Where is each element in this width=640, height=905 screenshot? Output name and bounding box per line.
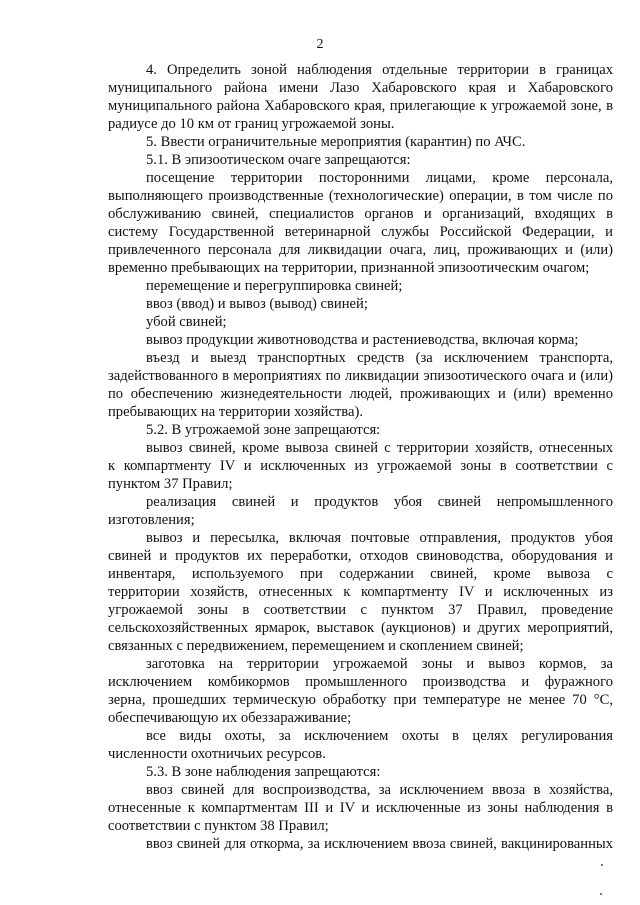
text-line: свиней и продуктов их переработки, отходов свиноводства, оборудования и <box>108 548 613 564</box>
text-line: заготовка на территории угрожаемой зоны и вывоз кормов, за <box>146 656 613 672</box>
text-line: ввоз свиней для воспроизводства, за исключением ввоза в хозяйства, <box>146 782 613 798</box>
text-line: вывоз свиней, кроме вывоза свиней с территории хозяйств, отнесенных <box>146 440 613 456</box>
text-line: связанных с передвижением, перемещением и скоплением свиней; <box>108 638 524 654</box>
text-line: численности охотничьих ресурсов. <box>108 746 326 762</box>
text-line: изготовления; <box>108 512 195 528</box>
text-line: сельскохозяйственных ярмарок, выставок (аукционов) и других мероприятий, <box>108 620 613 636</box>
text-line: задействованного в мероприятиях по ликвидации эпизоотического очага и (или) <box>108 368 613 384</box>
text-line: 5.3. В зоне наблюдения запрещаются: <box>146 764 381 780</box>
text-line: временно пребывающих на территории, признанной эпизоотическим очагом; <box>108 260 590 276</box>
text-line: перемещение и перегруппировка свиней; <box>146 278 403 294</box>
text-line: муниципального района Хабаровского края, прилегающие к угрожаемой зоне, в <box>108 98 613 114</box>
scan-speck <box>600 893 602 895</box>
text-line: ввоз свиней для откорма, за исключением ввоза свиней, вакцинированных <box>146 836 613 852</box>
text-line: выполняющего производственные (технологические) операции, в том числе по <box>108 188 613 204</box>
text-line: убой свиней; <box>146 314 227 330</box>
text-line: 4. Определить зоной наблюдения отдельные территории в границах <box>146 62 613 78</box>
text-line: 5. Ввести ограничительные мероприятия (карантин) по АЧС. <box>146 134 526 150</box>
text-line: пунктом 37 Правил; <box>108 476 233 492</box>
text-line: по обеспечению жизнедеятельности людей, проживающих и (или) временно <box>108 386 613 402</box>
page-number: 2 <box>316 37 324 52</box>
text-line: обслуживанию свиней, специалистов органов и организаций, входящих в <box>108 206 613 222</box>
text-line: посещение территории посторонними лицами, кроме персонала, <box>146 170 613 186</box>
text-line: вывоз продукции животноводства и растениеводства, включая корма; <box>146 332 579 348</box>
text-line: к компартменту IV и исключенных из угрожаемой зоны в соответствии с <box>108 458 613 474</box>
text-line: ввоз (ввод) и вывоз (вывод) свиней; <box>146 296 368 312</box>
text-line: реализация свиней и продуктов убоя свиней непромышленного <box>146 494 613 510</box>
text-line: пребывающих на территории хозяйства). <box>108 404 363 420</box>
text-line: привлеченного персонала для ликвидации очага, лиц, проживающих и (или) <box>108 242 613 258</box>
text-line: вывоз и пересылка, включая почтовые отправления, продуктов убоя <box>146 530 613 546</box>
text-line: 5.2. В угрожаемой зоне запрещаются: <box>146 422 381 438</box>
text-line: радиусе до 10 км от границ угрожаемой зоны. <box>108 116 395 132</box>
text-line: территории хозяйств, отнесенных к компартменту IV и исключенных из <box>108 584 613 600</box>
text-line: муниципального района имени Лазо Хабаровского края и Хабаровского <box>108 80 613 96</box>
text-line: соответствии с пунктом 38 Правил; <box>108 818 329 834</box>
text-line: инвентаря, используемого при содержании свиней, кроме вывоза с <box>108 566 613 582</box>
text-line: угрожаемой зоны в соответствии с пунктом 37 Правил, проведение <box>108 602 613 618</box>
text-line: зерна, прошедших термическую обработку при температуре не менее 70 °С, <box>108 692 613 708</box>
text-line: въезд и выезд транспортных средств (за исключением транспорта, <box>146 350 613 366</box>
scan-speck <box>601 864 603 866</box>
text-line: 5.1. В эпизоотическом очаге запрещаются: <box>146 152 411 168</box>
text-line: отнесенные к компартментам III и IV и исключенные из зоны наблюдения в <box>108 800 613 816</box>
text-line: обеспечивающую их обеззараживание; <box>108 710 352 726</box>
text-line: систему Государственной ветеринарной службы Российской Федерации, и <box>108 224 613 240</box>
text-line: исключением комбикормов промышленного производства и фуражного <box>108 674 613 690</box>
text-line: все виды охоты, за исключением охоты в целях регулирования <box>146 728 613 744</box>
